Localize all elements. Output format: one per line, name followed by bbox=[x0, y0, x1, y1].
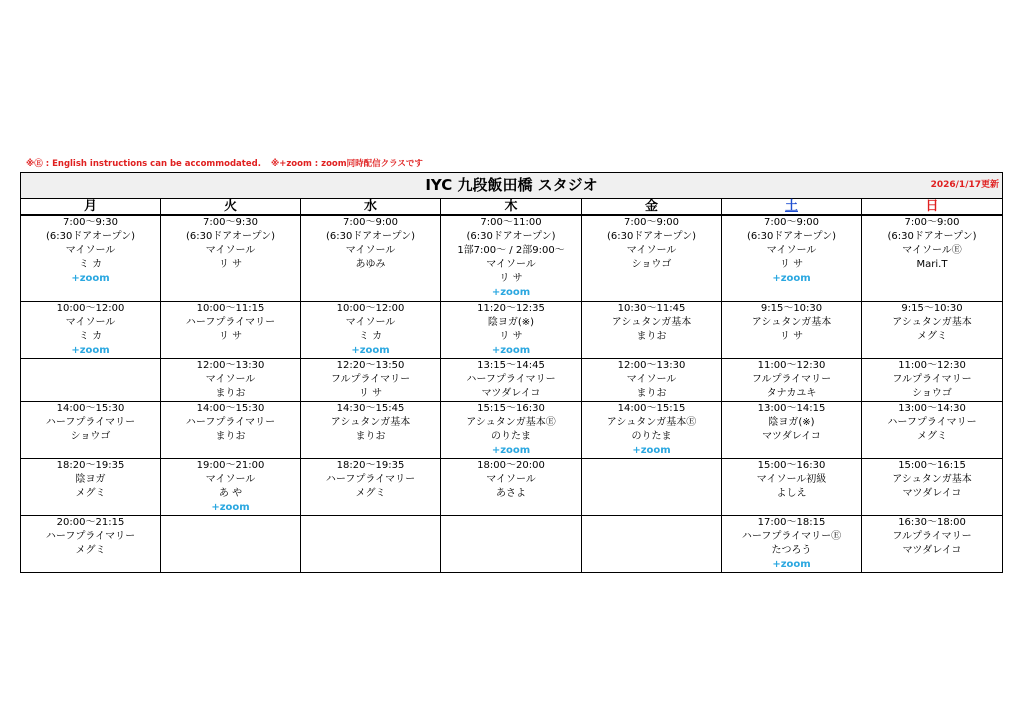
schedule-body bbox=[21, 215, 1003, 572]
class-info: ハーフプライマリー bbox=[45, 530, 136, 542]
class-slot-thu bbox=[441, 215, 582, 301]
class-time: 15:00～16:30 bbox=[757, 459, 826, 471]
class-info: アシュタンガ基本Ⓔ bbox=[606, 416, 697, 428]
schedule-table bbox=[20, 172, 1003, 573]
class-time: 11:00～12:30 bbox=[898, 359, 966, 371]
class-info: あさよ bbox=[496, 487, 526, 499]
day-header-mon: 月 bbox=[21, 199, 161, 216]
class-slot-fri bbox=[582, 215, 722, 301]
class-slot-mon bbox=[21, 215, 161, 301]
class-info: ショウゴ bbox=[631, 259, 672, 270]
class-slot-thu bbox=[441, 301, 582, 358]
class-time: 10:00～12:00 bbox=[56, 302, 125, 314]
class-info: マツダレイコ bbox=[902, 487, 962, 499]
class-info: (6:30ドアオープン) bbox=[747, 231, 836, 242]
zoom-badge: +zoom bbox=[71, 344, 110, 356]
schedule-row bbox=[21, 301, 1003, 358]
class-info: リ サ bbox=[218, 259, 243, 270]
class-time: 11:20～12:35 bbox=[477, 302, 545, 314]
class-info: ハーフプライマリーⒺ bbox=[741, 530, 842, 542]
class-slot-wed bbox=[301, 458, 441, 515]
class-time: 12:20～13:50 bbox=[336, 359, 405, 371]
class-slot-sat bbox=[722, 401, 862, 458]
class-slot-sat bbox=[722, 301, 862, 358]
schedule-row bbox=[21, 358, 1003, 401]
class-slot-thu bbox=[441, 458, 582, 515]
class-info: マイソール bbox=[486, 259, 536, 270]
class-slot-thu bbox=[441, 401, 582, 458]
class-info: まりお bbox=[636, 330, 667, 342]
class-info: アシュタンガ基本Ⓔ bbox=[466, 416, 556, 428]
class-info: アシュタンガ基本 bbox=[892, 473, 972, 485]
schedule-row bbox=[21, 458, 1003, 515]
class-time: 18:20～19:35 bbox=[56, 459, 125, 471]
class-slot-tue bbox=[161, 301, 301, 358]
class-slot-mon bbox=[21, 358, 161, 401]
class-info: マイソール bbox=[205, 245, 256, 256]
class-time: 7:00～11:00 bbox=[480, 217, 542, 228]
class-info: (6:30ドアオープン) bbox=[326, 231, 415, 242]
class-slot-sun bbox=[862, 358, 1003, 401]
class-time: 19:00～21:00 bbox=[196, 459, 265, 471]
zoom-badge: +zoom bbox=[772, 273, 811, 284]
class-info: まりお bbox=[215, 430, 246, 442]
class-info: マイソール bbox=[766, 245, 817, 256]
class-info: リ サ bbox=[779, 259, 804, 270]
day-header-sun: 日 bbox=[862, 199, 1003, 216]
class-slot-sun bbox=[862, 515, 1003, 572]
updated-date: 2026/1/17更新 bbox=[930, 180, 1000, 190]
schedule-row bbox=[21, 515, 1003, 572]
class-info: まりお bbox=[215, 387, 246, 399]
class-slot-thu bbox=[441, 358, 582, 401]
notice-bar bbox=[26, 157, 423, 169]
class-slot-sun bbox=[862, 215, 1003, 301]
class-info: マイソール bbox=[65, 245, 116, 256]
title-bar bbox=[21, 173, 1003, 199]
class-time: 10:00～12:00 bbox=[336, 302, 405, 314]
class-slot-tue bbox=[161, 215, 301, 301]
class-time: 7:00～9:30 bbox=[63, 217, 118, 228]
class-slot-thu bbox=[441, 515, 582, 572]
class-info: メグミ bbox=[917, 330, 947, 342]
class-time: 14:30～15:45 bbox=[336, 402, 405, 414]
class-info: メグミ bbox=[75, 544, 106, 556]
class-slot-sat bbox=[722, 215, 862, 301]
class-slot-tue bbox=[161, 458, 301, 515]
class-info: ハーフプライマリー bbox=[887, 416, 977, 428]
class-info: メグミ bbox=[355, 487, 386, 499]
class-info: ハーフプライマリー bbox=[45, 416, 136, 428]
class-info: 陰ヨガ(※) bbox=[487, 316, 535, 328]
class-info: 陰ヨガ bbox=[75, 473, 106, 485]
class-info: ショウゴ bbox=[70, 430, 111, 442]
class-info: アシュタンガ基本 bbox=[611, 316, 692, 328]
class-info: アシュタンガ基本 bbox=[751, 316, 832, 328]
class-info: (6:30ドアオープン) bbox=[607, 231, 696, 242]
class-info: (6:30ドアオープン) bbox=[46, 231, 135, 242]
class-info: マイソール bbox=[626, 373, 677, 385]
class-info: リ サ bbox=[218, 330, 243, 342]
class-slot-wed bbox=[301, 358, 441, 401]
day-header-wed: 水 bbox=[301, 199, 441, 216]
class-info: フルプライマリー bbox=[892, 530, 972, 542]
class-time: 14:00～15:15 bbox=[617, 402, 686, 414]
class-info: タナカユキ bbox=[766, 387, 817, 399]
class-time: 13:00～14:30 bbox=[898, 402, 966, 414]
class-time: 10:30～11:45 bbox=[617, 302, 686, 314]
studio-title: IYC 九段飯田橋 スタジオ bbox=[425, 176, 598, 194]
class-time: 18:20～19:35 bbox=[336, 459, 405, 471]
class-slot-fri bbox=[582, 458, 722, 515]
class-info: たつろう bbox=[771, 544, 812, 556]
class-time: 7:00～9:30 bbox=[203, 217, 258, 228]
class-slot-mon bbox=[21, 458, 161, 515]
class-time: 14:00～15:30 bbox=[196, 402, 265, 414]
zoom-badge: +zoom bbox=[632, 444, 671, 456]
class-slot-mon bbox=[21, 515, 161, 572]
day-header-tue: 火 bbox=[161, 199, 301, 216]
class-time: 7:00～9:00 bbox=[624, 217, 679, 228]
class-time: 20:00～21:15 bbox=[56, 516, 125, 528]
zoom-badge: +zoom bbox=[351, 344, 390, 356]
class-slot-wed bbox=[301, 515, 441, 572]
class-slot-wed bbox=[301, 301, 441, 358]
zoom-badge: +zoom bbox=[772, 558, 811, 570]
class-info: 陰ヨガ(※) bbox=[768, 416, 815, 428]
class-info: マイソール初級 bbox=[756, 473, 827, 485]
class-slot-tue bbox=[161, 358, 301, 401]
class-info: マツダレイコ bbox=[481, 387, 541, 399]
class-info: リ サ bbox=[499, 330, 523, 342]
class-info: Mari.T bbox=[916, 259, 948, 270]
class-info: マイソール bbox=[65, 316, 116, 328]
day-header-fri: 金 bbox=[582, 199, 722, 216]
class-slot-sun bbox=[862, 301, 1003, 358]
day-header-thu: 木 bbox=[441, 199, 582, 216]
class-time: 15:00～16:15 bbox=[898, 459, 966, 471]
class-time: 13:00～14:15 bbox=[757, 402, 826, 414]
class-info: メグミ bbox=[917, 430, 947, 442]
class-info: (6:30ドアオープン) bbox=[186, 231, 275, 242]
class-slot-tue bbox=[161, 515, 301, 572]
class-info: ハーフプライマリー bbox=[185, 416, 276, 428]
class-info: フルプライマリー bbox=[330, 373, 411, 385]
class-time: 14:00～15:30 bbox=[56, 402, 125, 414]
class-info: ショウゴ bbox=[912, 387, 952, 399]
class-slot-sun bbox=[862, 401, 1003, 458]
schedule-row bbox=[21, 215, 1003, 301]
class-slot-sat bbox=[722, 515, 862, 572]
zoom-notice: ※+zoom : zoom同時配信クラスです bbox=[270, 159, 423, 169]
class-slot-sat bbox=[722, 458, 862, 515]
class-slot-fri bbox=[582, 301, 722, 358]
class-info: リ サ bbox=[779, 330, 804, 342]
class-time: 12:00～13:30 bbox=[617, 359, 686, 371]
class-time: 9:15～10:30 bbox=[760, 302, 823, 314]
zoom-badge: +zoom bbox=[491, 444, 531, 456]
schedule-row bbox=[21, 401, 1003, 458]
class-info: マツダレイコ bbox=[762, 430, 821, 442]
class-info: のりたま bbox=[631, 430, 672, 442]
class-slot-sat bbox=[722, 358, 862, 401]
class-slot-mon bbox=[21, 401, 161, 458]
class-info: マイソール bbox=[205, 373, 256, 385]
class-info: ミ カ bbox=[358, 330, 383, 342]
class-info: アシュタンガ基本 bbox=[330, 416, 411, 428]
class-time: 7:00～9:00 bbox=[904, 217, 960, 228]
class-info: あゆみ bbox=[355, 259, 386, 270]
class-slot-wed bbox=[301, 401, 441, 458]
class-info: ハーフプライマリー bbox=[325, 473, 416, 485]
class-slot-fri bbox=[582, 401, 722, 458]
class-info: リ サ bbox=[358, 387, 383, 399]
class-info: マツダレイコ bbox=[902, 544, 962, 556]
class-info: マイソール bbox=[205, 473, 256, 485]
class-slot-fri bbox=[582, 515, 722, 572]
class-time: 7:00～9:00 bbox=[764, 217, 819, 228]
class-slot-tue bbox=[161, 401, 301, 458]
class-time: 9:15～10:30 bbox=[901, 302, 963, 314]
class-info: (6:30ドアオープン) bbox=[466, 231, 556, 242]
class-info: ミ カ bbox=[78, 330, 103, 342]
class-info: あ や bbox=[218, 487, 243, 499]
class-info: 1部7:00～ / 2部9:00～ bbox=[457, 245, 565, 256]
class-info: マイソール bbox=[345, 316, 396, 328]
class-info: よしえ bbox=[776, 487, 807, 499]
class-time: 15:15～16:30 bbox=[477, 402, 545, 414]
class-time: 13:15～14:45 bbox=[477, 359, 545, 371]
class-info: ハーフプライマリー bbox=[185, 316, 276, 328]
class-info: メグミ bbox=[75, 487, 106, 499]
zoom-badge: +zoom bbox=[71, 273, 110, 284]
zoom-badge: +zoom bbox=[211, 501, 250, 513]
class-slot-sun bbox=[862, 458, 1003, 515]
class-info: のりたま bbox=[491, 430, 531, 442]
class-info: ハーフプライマリー bbox=[466, 373, 556, 385]
zoom-badge: +zoom bbox=[491, 344, 531, 356]
class-time: 16:30～18:00 bbox=[898, 516, 966, 528]
class-time: 12:00～13:30 bbox=[196, 359, 265, 371]
class-time: 7:00～9:00 bbox=[343, 217, 398, 228]
class-time: 10:00～11:15 bbox=[196, 302, 265, 314]
zoom-badge: +zoom bbox=[491, 287, 531, 298]
class-info: マイソール bbox=[345, 245, 396, 256]
class-info: ミ カ bbox=[78, 259, 103, 270]
class-info: マイソール bbox=[626, 245, 677, 256]
class-info: フルプライマリー bbox=[892, 373, 972, 385]
class-info: フルプライマリー bbox=[751, 373, 832, 385]
class-info: まりお bbox=[636, 387, 667, 399]
class-info: リ サ bbox=[499, 273, 523, 284]
class-info: アシュタンガ基本 bbox=[892, 316, 972, 328]
english-notice: ※Ⓔ : English instructions can be accommodated. bbox=[26, 159, 261, 169]
class-slot-wed bbox=[301, 215, 441, 301]
class-info: (6:30ドアオープン) bbox=[887, 231, 977, 242]
class-slot-mon bbox=[21, 301, 161, 358]
class-info: マイソールⒺ bbox=[902, 245, 962, 256]
class-info: マイソール bbox=[486, 473, 536, 485]
class-slot-fri bbox=[582, 358, 722, 401]
class-time: 11:00～12:30 bbox=[757, 359, 826, 371]
class-time: 17:00～18:15 bbox=[757, 516, 826, 528]
class-time: 18:00～20:00 bbox=[477, 459, 545, 471]
day-header-sat: 土 bbox=[722, 199, 862, 216]
class-info: まりお bbox=[355, 430, 386, 442]
